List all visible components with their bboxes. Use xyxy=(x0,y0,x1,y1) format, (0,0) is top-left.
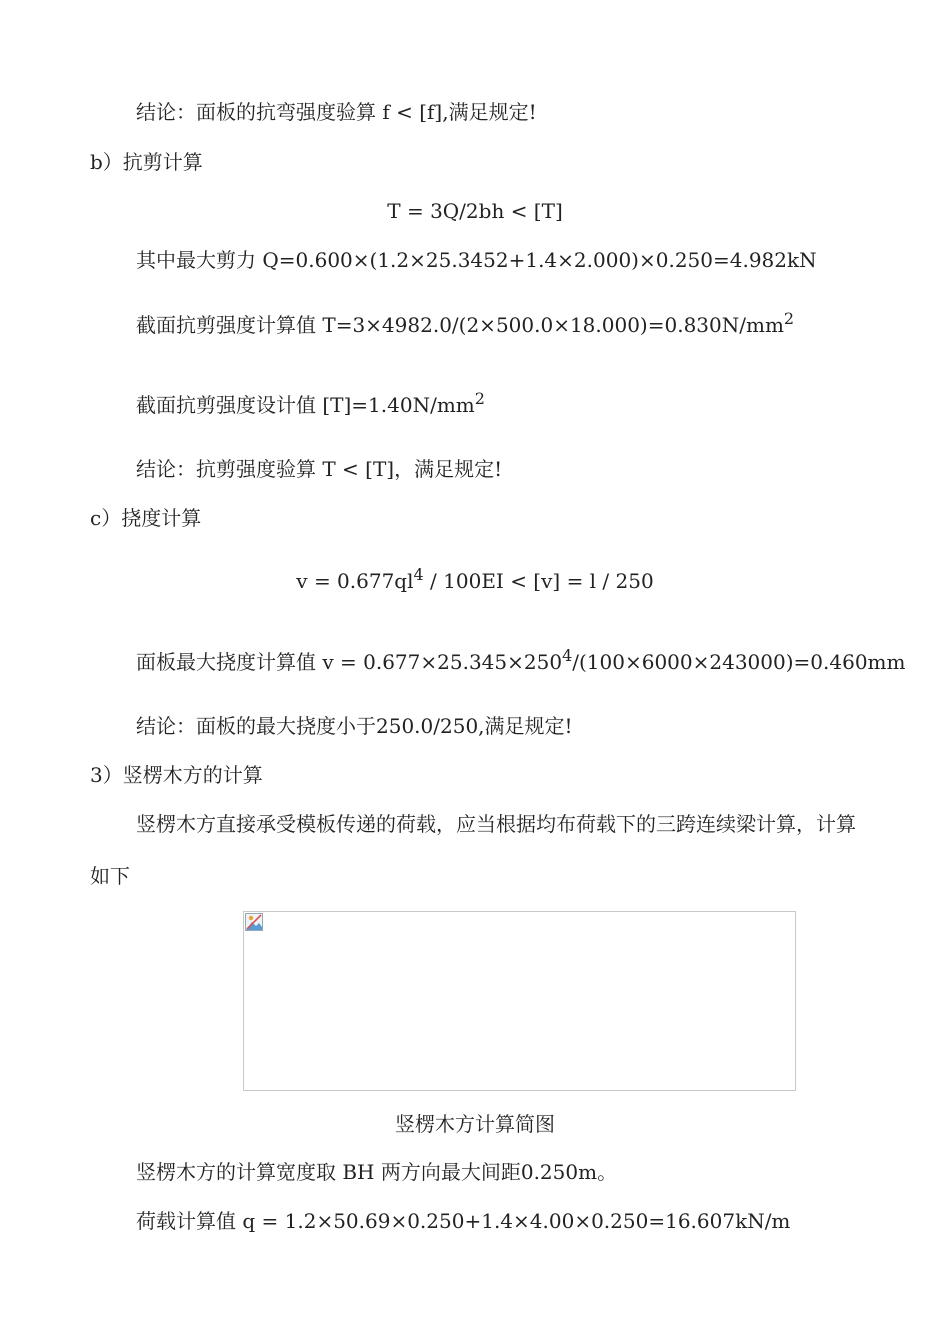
formula-deflection-sup: 4 xyxy=(413,565,424,584)
heading-deflection: c）挠度计算 xyxy=(90,506,202,530)
heading-shear: b）抗剪计算 xyxy=(90,150,203,174)
conclusion-bending: 结论：面板的抗弯强度验算 f < [f],满足规定! xyxy=(136,100,537,124)
max-deflection-calc-a: 面板最大挠度计算值 v = 0.677×25.345×250 xyxy=(136,650,563,674)
timber-description: 竖楞木方直接承受模板传递的荷载，应当根据均布荷载下的三跨连续梁计算，计算 xyxy=(136,812,856,836)
formula-shear: T = 3Q/2bh < [T] xyxy=(387,199,563,223)
conclusion-shear: 结论：抗剪强度验算 T < [T]，满足规定! xyxy=(136,457,503,481)
broken-image-icon xyxy=(245,913,263,931)
formula-deflection-b: / 100EI < [v] = l / 250 xyxy=(423,569,654,593)
max-deflection-calc xyxy=(136,646,906,675)
max-deflection-calc-sup: 4 xyxy=(562,646,573,665)
formula-deflection xyxy=(0,565,950,594)
max-deflection-calc-b: /(100×6000×243000)=0.460mm xyxy=(572,650,906,674)
load-calc-value: 荷载计算值 q = 1.2×50.69×0.250+1.4×4.00×0.250=16.607kN/m xyxy=(136,1209,791,1233)
max-shear-force: 其中最大剪力 Q=0.600×(1.2×25.3452+1.4×2.000)×0.250=4.982kN xyxy=(136,248,817,272)
shear-stress-calc xyxy=(136,309,795,338)
timber-calc-width: 竖楞木方的计算宽度取 BH 两方向最大间距0.250m。 xyxy=(136,1160,618,1184)
timber-description-cont: 如下 xyxy=(90,864,130,888)
formula-deflection-a: v = 0.677ql xyxy=(296,569,414,593)
heading-vertical-timber: 3）竖楞木方的计算 xyxy=(90,763,263,787)
shear-stress-design xyxy=(136,389,485,418)
calculation-diagram-image xyxy=(243,911,796,1091)
figure-caption: 竖楞木方计算简图 xyxy=(395,1112,555,1136)
shear-stress-design-text: 截面抗剪强度设计值 [T]=1.40N/mm xyxy=(136,393,475,417)
shear-stress-calc-text: 截面抗剪强度计算值 T=3×4982.0/(2×500.0×18.000)=0.830N/mm xyxy=(136,313,784,337)
conclusion-deflection: 结论：面板的最大挠度小于250.0/250,满足规定! xyxy=(136,714,573,738)
shear-stress-calc-sup: 2 xyxy=(783,309,795,328)
shear-stress-design-sup: 2 xyxy=(474,389,485,408)
